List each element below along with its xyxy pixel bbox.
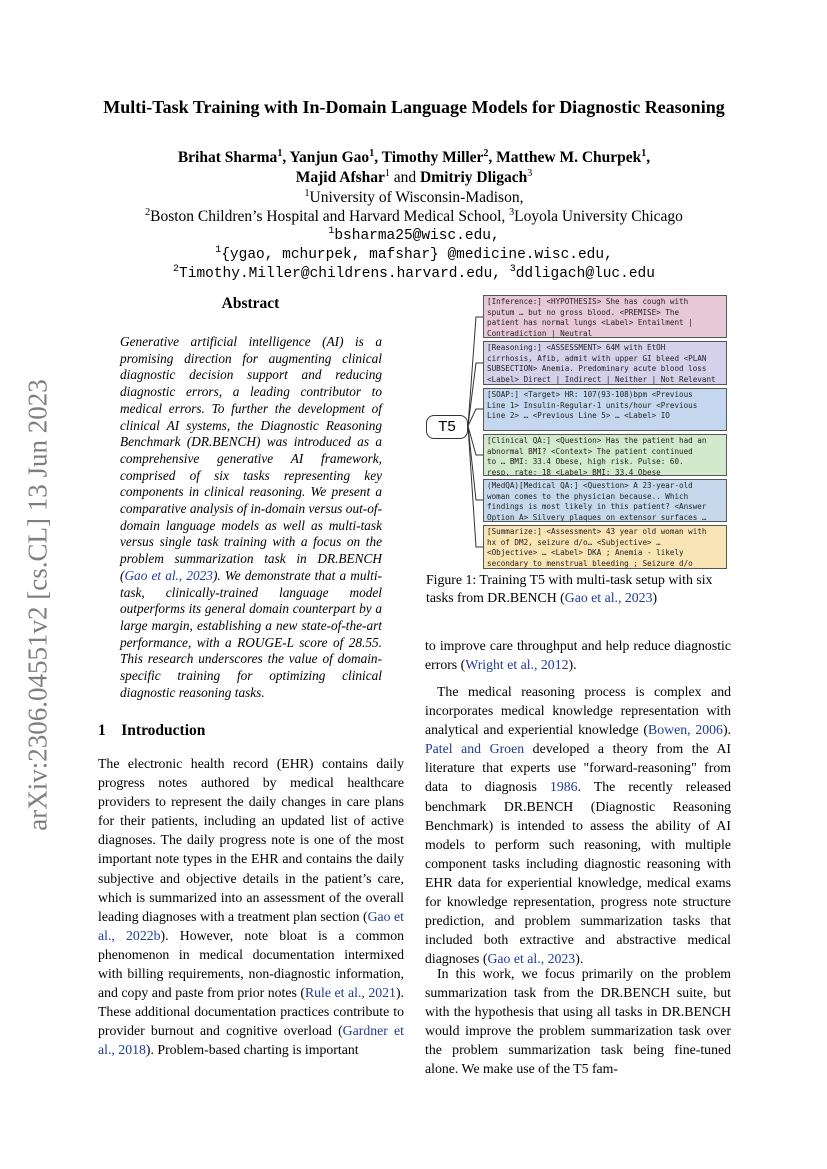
email-1: $^1$bsharma25@wisc.edu, (328, 226, 500, 244)
author-name: Brihat Sharma (177, 149, 278, 166)
citation-link[interactable]: Gardner et al., 2018 (98, 1023, 405, 1058)
task-box-summarize: [Summarize:] <Assessment> 43 year old woman with hx of DM2, seizure d/o… <Subjective> … <Objective> … <Label> DKA ; Anemia - likely secondary to menstrual bleeding ; Seizure d/o (483, 525, 727, 569)
task-box-soap: [SOAP:] <Target> HR: 107(93-108)bpm <Previous Line 1> Insulin-Regular-1 units/hour <Previous Line 2> … <Previous Line 5> … <Label> IO (483, 388, 727, 431)
task-box-reasoning: [Reasoning:] <ASSESSMENT> 64M with EtOH cirrhosis, Afib, admit with upper GI bleed <PLAN SUBSECTION> Anemia. Predominary acute blood loss <Label> Direct | Indirect | Neither | Not Relevant (483, 341, 727, 385)
author-name: Timothy Miller (381, 149, 484, 166)
reasoning-paragraph: The medical reasoning process is complex and incorporates medical knowledge representation with analytical and experiential knowledge (Bowen, 2006). Patel and Groen developed a theory from the AI literature that experts use "forward-reasoning" from data to diagnosis 1986. The recently released benchmark DR.BENCH (Diagnostic Reasoning Benchmark) is intended to assess the ability of AI models to perform such reasoning, with multiple component tasks including diagnostic reasoning with EHR data for experiential knowledge, medical exams for knowledge representation, progress note structure prediction, and problem summarization tasks that included both extractive and abstractive medical diagnoses (Gao et al., 2023). (425, 684, 731, 967)
author-name: Majid Afshar (295, 169, 385, 186)
intro-paragraph: The electronic health record (EHR) contains daily progress notes authored by medical healthcare providers to represent the daily changes in care plans for their patients, including an updated list of active diagnoses. The daily progress note is one of the most important note types in the EHR and contains the daily subjective and objective details in the patient’s care, which is summarized into an assessment of the overall leading diagnoses with a treatment plan section (Gao et al., 2022b). However, note bloat is a common phenomenon in medical documentation intermixed with billing requirements, non-diagnostic information, and copy and paste from prior notes (Rule et al., 2021). These additional documentation practices contribute to provider burnout and cognitive overload (Gardner et al., 2018). Problem-based charting is important (98, 756, 405, 1058)
abstract-text: Generative artificial intelligence (AI) is a promising direction for augmenting clinical diagnostic decision support and reducing diagnostic errors, a leading contributor to medical errors. To further the development of clinical AI systems, the Diagnostic Reasoning Benchmark (DR.BENCH) was introduced as a comprehensive generative AI framework, comprised of six tasks representing key components in clinical reasoning. We present a comparative analysis of in-domain versus out-of-domain language models as well as multi-task versus single task training with a focus on the problem summarization task in DR.BENCH (Gao et al., 2023). We demonstrate that a multi-task, clinically-trained language model outperforms its general domain counterpart by a large margin, establishing a new state-of-the-art performance, with a ROUGE-L score of 28.55. This research underscores the value of domain-specific training for optimizing clinical diagnostic reasoning tasks. (120, 334, 382, 700)
citation-link[interactable]: Gao et al., 2023 (564, 589, 653, 605)
figure-caption: Figure 1: Training T5 with multi-task setup with six tasks from DR.BENCH (Gao et al., 2023) (426, 572, 713, 605)
figure-1 (426, 293, 731, 568)
citation-link[interactable]: Rule et al., 2021 (304, 985, 396, 1001)
affiliation-2: $^2$Boston Children’s Hospital and Harvard Medical School, $^3$Loyola University Chicago (145, 206, 683, 225)
section-heading: 1 Introduction (98, 722, 206, 739)
email-2: $^1${ygao, mchurpek, mafshar} @medicine.wisc.edu, (215, 245, 613, 263)
arxiv-stamp: arXiv:2306.04551v2 [cs.CL] 13 Jun 2023 (22, 379, 53, 831)
t5-model-node: T5 (426, 415, 468, 439)
citation-link[interactable]: 1986 (549, 779, 578, 795)
citation-link[interactable]: Bowen, 2006 (648, 722, 723, 738)
paper-title: Multi-Task Training with In-Domain Language Models for Diagnostic Reasoning (103, 97, 725, 117)
task-box-inference: [Inference:] <HYPOTHESIS> She has cough with sputum … but no gross blood. <PREMISE> The patient has normal lungs <Label> Entailment | Contradiction | Neutral (483, 295, 727, 338)
email-3: $^2$Timothy.Miller@childrens.harvard.edu, $^3$ddligach@luc.edu (173, 264, 655, 282)
work-paragraph: In this work, we focus primarily on the problem summarization task from the DR.BENCH suite, but with the hypothesis that using all tasks in DR.BENCH would improve the problem summarization task over the problem summarization task being fine-tuned alone. We make use of the T5 fam- (425, 966, 731, 1077)
affiliation-1: $^1$University of Wisconsin-Madison, (304, 187, 524, 206)
task-box-clinical-qa: [Clinical QA:] <Question> Has the patient had an abnormal BMI? <Context> The patient continued to … BMI: 33.4 Obese, high risk. Pulse: 60. resp. rate: 18 <Label> BMI: 33.4 Obese (483, 434, 727, 476)
citation-link[interactable]: Wright et al., 2012 (465, 657, 569, 673)
abstract-heading: Abstract (221, 295, 280, 312)
author-line-2: Majid Afshar$^1$ and Dmitriy Dligach$^3$ (295, 167, 533, 186)
continued-paragraph: to improve care throughput and help reduce diagnostic errors (Wright et al., 2012). (425, 638, 731, 673)
citation-link[interactable]: Gao et al., 2022b (98, 908, 404, 943)
author-name: Matthew M. Churpek (496, 149, 642, 166)
citation-link[interactable]: Patel and Groen (425, 741, 525, 757)
author-name: Yanjun Gao (289, 149, 370, 166)
author-name: Dmitriy Dligach (420, 169, 528, 186)
task-box-medical-qa: (MedQA)[Medical QA:] <Question> A 23-year-old woman comes to the physician because.. Which findings is most likely in this patient? <Answer Option A> Silvery plaques on extensor surfaces … (483, 479, 727, 522)
author-line-1: Brihat Sharma$^1$, Yanjun Gao$^1$, Timothy Miller$^2$, Matthew M. Churpek$^1$, (177, 147, 651, 166)
citation-link[interactable]: Gao et al., 2023 (487, 951, 576, 967)
citation-link[interactable]: Gao et al., 2023 (124, 567, 213, 583)
